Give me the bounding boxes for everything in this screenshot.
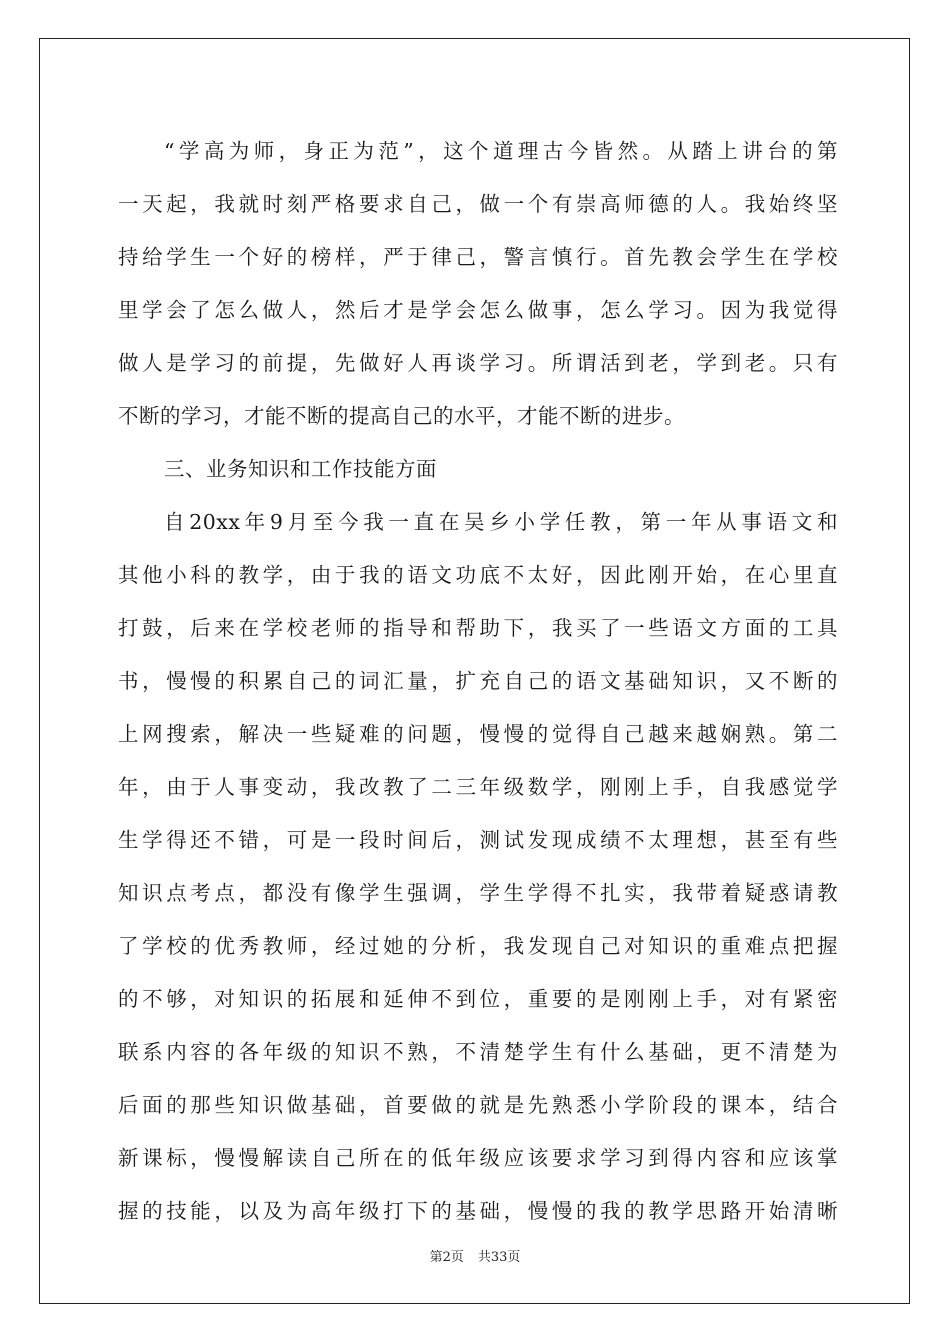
section-heading: 三、业务知识和工作技能方面 xyxy=(164,457,437,481)
paragraph-line: 后面的那些知识做基础，首要做的就是先熟悉小学阶段的课本，结合 xyxy=(118,1093,838,1117)
paragraph-line: 做人是学习的前提，先做好人再谈学习。所谓活到老，学到老。只有 xyxy=(118,351,838,375)
paragraph-line: 的不够，对知识的拓展和延伸不到位，重要的是刚刚上手，对有紧密 xyxy=(118,987,838,1011)
paragraph-line: 打鼓，后来在学校老师的指导和帮助下，我买了一些语文方面的工具 xyxy=(118,616,838,640)
paragraph-line: 握的技能，以及为高年级打下的基础，慢慢的我的教学思路开始清晰 xyxy=(118,1199,838,1223)
page-footer xyxy=(0,1246,950,1265)
paragraph-line: 联系内容的各年级的知识不熟，不清楚学生有什么基础，更不清楚为 xyxy=(118,1040,838,1064)
paragraph-line: 了学校的优秀教师，经过她的分析，我发现自己对知识的重难点把握 xyxy=(118,934,838,958)
paragraph-line: 年，由于人事变动，我改教了二三年级数学，刚刚上手，自我感觉学 xyxy=(118,775,838,799)
page-total: 共33页 xyxy=(477,1250,521,1265)
paragraph-line: 生学得还不错，可是一段时间后，测试发现成绩不太理想，甚至有些 xyxy=(118,828,838,852)
paragraph-line: “学高为师，身正为范”，这个道理古今皆然。从踏上讲台的第 xyxy=(164,139,838,163)
paragraph-line: 里学会了怎么做人，然后才是学会怎么做事，怎么学习。因为我觉得 xyxy=(118,298,838,322)
page-number: 第2页 xyxy=(429,1250,464,1265)
paragraph-line: 上网搜索，解决一些疑难的问题，慢慢的觉得自己越来越娴熟。第二 xyxy=(118,722,838,746)
paragraph-line: 知识点考点，都没有像学生强调，学生学得不扎实，我带着疑惑请教 xyxy=(118,881,838,905)
paragraph-line: 自20xx年9月至今我一直在吴乡小学任教，第一年从事语文和 xyxy=(164,510,838,534)
paragraph-line: 持给学生一个好的榜样，严于律己，警言慎行。首先教会学生在学校 xyxy=(118,245,838,269)
paragraph-line: 新课标，慢慢解读自己所在的低年级应该要求学习到得内容和应该掌 xyxy=(118,1146,838,1170)
paragraph-line: 其他小科的教学，由于我的语文功底不太好，因此刚开始，在心里直 xyxy=(118,563,838,587)
document-body xyxy=(118,125,838,1238)
paragraph-line: 书，慢慢的积累自己的词汇量，扩充自己的语文基础知识，又不断的 xyxy=(118,669,838,693)
paragraph-line: 不断的学习，才能不断的提高自己的水平，才能不断的进步。 xyxy=(118,404,685,428)
paragraph-line: 一天起，我就时刻严格要求自己，做一个有崇高师德的人。我始终坚 xyxy=(118,192,838,216)
